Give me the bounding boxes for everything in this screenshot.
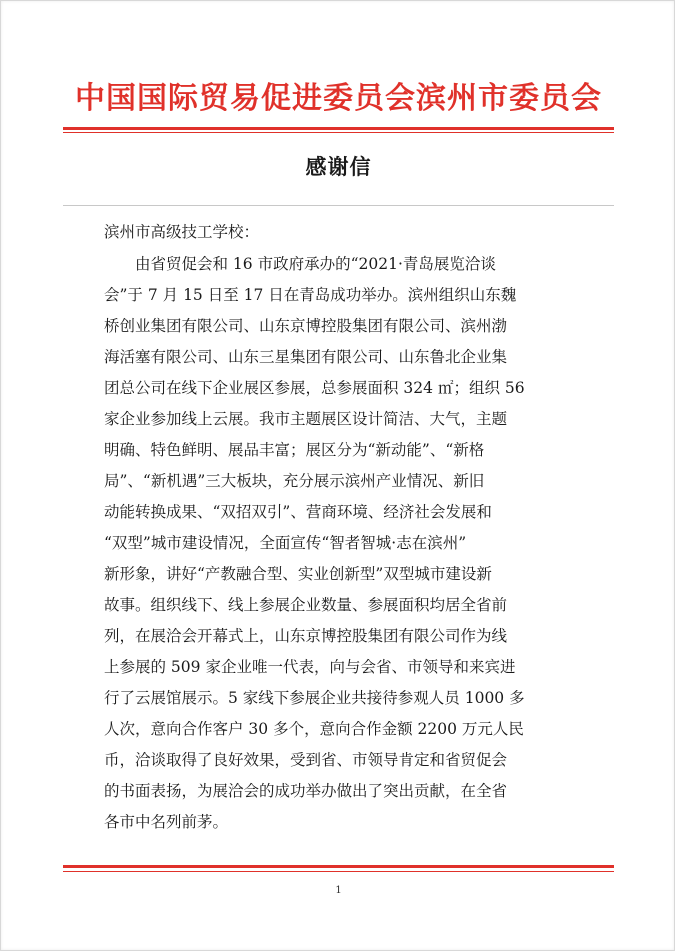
body-line: 海活塞有限公司、山东三星集团有限公司、山东鲁北企业集: [104, 348, 508, 366]
body-line: 上参展的 509 家企业唯一代表，向与会省、市领导和来宾进: [104, 658, 516, 676]
body-line: 人次，意向合作客户 30 多个，意向合作金额 2200 万元人民: [104, 720, 524, 738]
body-line: 团总公司在线下企业展区参展，总参展面积 324 ㎡；组织 56: [104, 379, 525, 397]
body-line: 由省贸促会和 16 市政府承办的“2021·青岛展览洽谈: [135, 255, 496, 273]
header-red-rule-thick: [63, 127, 614, 130]
body-line: 币，洽谈取得了良好效果，受到省、市领导肯定和省贸促会: [104, 751, 508, 769]
body-line: 行了云展馆展示。5 家线下参展企业共接待参观人员 1000 多: [104, 689, 525, 707]
title-divider: [63, 205, 614, 206]
body-line: “双型”城市建设情况，全面宣传“智者智城·志在滨州”: [104, 534, 467, 552]
body-line: 家企业参加线上云展。我市主题展区设计简洁、大气，主题: [104, 410, 508, 428]
body-line: 局”、“新机遇”三大板块，充分展示滨州产业情况、新旧: [104, 472, 485, 490]
body-line: 新形象，讲好“产教融合型、实业创新型”双型城市建设新: [104, 565, 492, 583]
footer-red-rule-thick: [63, 865, 614, 868]
body-line: 会”于 7 月 15 日至 17 日在青岛成功举办。滨州组织山东魏: [104, 286, 517, 304]
organization-header: 中国国际贸易促进委员会滨州市委员会: [75, 81, 602, 116]
body-line: 的书面表扬，为展洽会的成功举办做出了突出贡献，在全省: [104, 782, 508, 800]
body-line: 故事。组织线下、线上参展企业数量、参展面积均居全省前: [104, 596, 508, 614]
header-red-rule-thin: [63, 132, 614, 133]
body-line: 各市中名列前茅。: [104, 813, 229, 831]
body-line: 桥创业集团有限公司、山东京博控股集团有限公司、滨州渤: [104, 317, 508, 335]
salutation: 滨州市高级技工学校：: [104, 223, 260, 241]
document-title: 感谢信: [305, 154, 372, 179]
body-line: 列，在展洽会开幕式上，山东京博控股集团有限公司作为线: [104, 627, 508, 645]
footer-red-rule-thin: [63, 871, 614, 872]
body-line: 动能转换成果、“双招双引”、营商环境、经济社会发展和: [104, 503, 492, 521]
page-number: 1: [335, 885, 342, 896]
body-line: 明确、特色鲜明、展品丰富；展区分为“新动能”、“新格: [104, 441, 485, 459]
